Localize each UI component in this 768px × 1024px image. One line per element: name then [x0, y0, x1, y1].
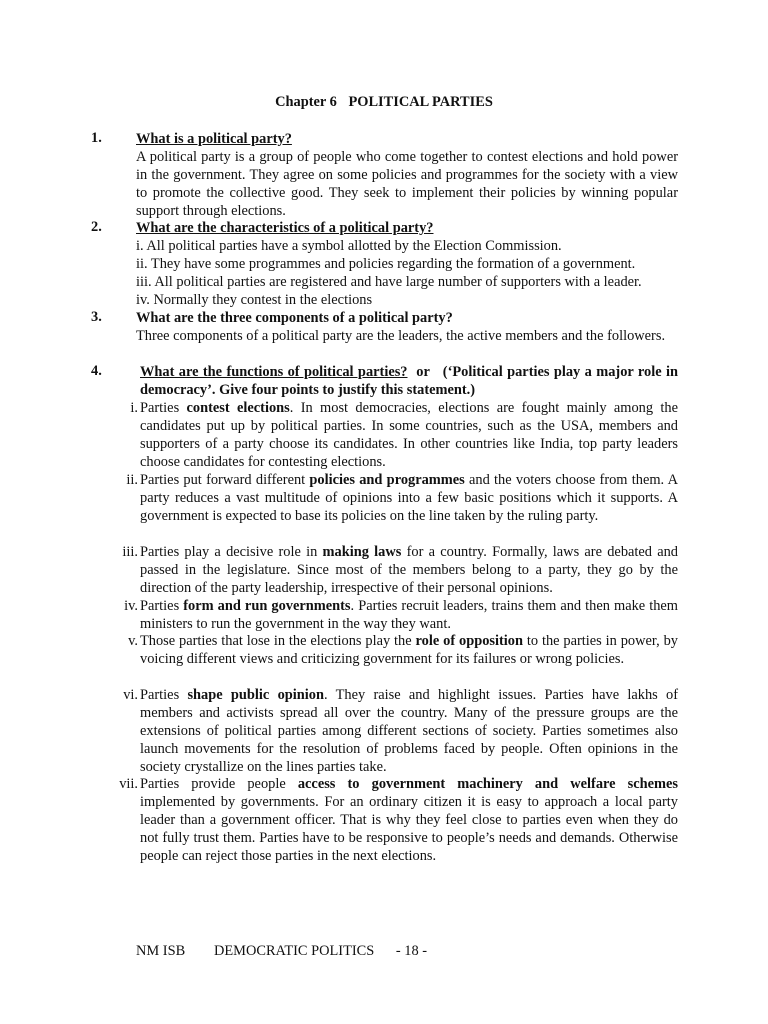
item-text-pre: Parties provide people [140, 776, 298, 792]
question-number: 2. [91, 219, 102, 235]
item-number: vii. [119, 776, 138, 792]
page-number: - 18 - [395, 943, 428, 959]
characteristics-list [136, 237, 678, 309]
answer-text: A political party is a group of people who come together to contest elections and hold power in the government. They agree on some policies and programmes for the society with a view to promote the collective good. They seek to implement their policies by winning popular support through elections. [136, 149, 678, 219]
list-item: iv. Normally they contest in the elections [136, 292, 373, 308]
question-text: What is a political party? [136, 131, 292, 147]
item-number: vi. [123, 687, 138, 703]
footer-school: NM ISB [136, 943, 186, 959]
page-footer [136, 943, 427, 960]
item-keyword: policies and programmes [309, 472, 465, 488]
item-text-post: . In most democracies, elections are fought mainly among the candidates put up by political parties. In some countries, such as the USA, members and supporters of a party choose its candidates. In other countries like India, top party leaders choose candidates for contesting elections. [140, 400, 678, 470]
item-text-post: . Parties recruit leaders, trains them and then make them ministers to run the government in the way they want. [140, 598, 679, 632]
item-text [140, 632, 678, 668]
item-text-pre: Those parties that lose in the elections play the [140, 633, 416, 649]
footer-subject: DEMOCRATIC POLITICS [213, 943, 375, 959]
item-text [140, 543, 678, 597]
question-number: 4. [91, 363, 102, 379]
item-number: v. [128, 633, 138, 649]
item-keyword: access to government machinery and welfare schemes [297, 776, 679, 792]
question-heading [136, 130, 678, 148]
chapter-title [0, 94, 768, 111]
item-keyword: making laws [322, 544, 402, 560]
question-alt-text: (‘Political parties play a major role in democracy’. Give four points to justify this statement.) [140, 364, 679, 398]
question-heading [140, 363, 678, 399]
item-text [140, 597, 678, 633]
answer-text: Three components of a political party are the leaders, the active members and the followers. [136, 328, 666, 344]
item-text-post: to the parties in power, by voicing different views and criticizing government for its failures or wrong policies. [140, 633, 678, 667]
question-heading [136, 309, 678, 327]
item-number: iv. [124, 598, 138, 614]
question-text: What are the characteristics of a political party? [136, 220, 434, 236]
item-number: i. [130, 400, 138, 416]
item-text-pre: Parties put forward different [140, 472, 310, 488]
item-text-pre: Parties [140, 687, 188, 703]
chapter-name: POLITICAL PARTIES [348, 94, 493, 110]
item-text-pre: Parties [140, 598, 184, 614]
item-text [140, 399, 678, 471]
item-text [140, 686, 678, 776]
item-number: iii. [122, 544, 138, 560]
question-text: What are the functions of political parties? [140, 364, 408, 380]
item-keyword: shape public opinion [187, 687, 324, 703]
item-text-post: for a country. Formally, laws are debated and passed in the legislature. Since most of the members belong to a party, they go by the direction of the party leadership, irrespective of their personal opinions. [140, 544, 679, 596]
item-text [140, 775, 678, 865]
item-text [140, 471, 678, 525]
or-text: or [407, 364, 443, 380]
item-text-post: implemented by governments. For an ordinary citizen it is easy to approach a local party leader than a government officer. That is why they feel close to parties even when they do not fully trust them. Parties have to be responsive to people’s needs and demands. Otherwise people can reject those parties in the next elections. [140, 794, 678, 864]
question-heading [136, 219, 678, 237]
item-number: ii. [126, 472, 138, 488]
chapter-number: Chapter 6 [275, 94, 337, 110]
list-item: iii. All political parties are registered and have large number of supporters with a leader. [136, 274, 642, 290]
question-text: What are the three components of a political party? [136, 310, 453, 326]
item-text-pre: Parties [140, 400, 187, 416]
item-keyword: role of opposition [415, 633, 523, 649]
item-keyword: contest elections [186, 400, 290, 416]
item-text-post: and the voters choose from them. A party reduces a vast multitude of opinions into a few basic positions which it supports. A government is expected to base its policies on the line taken by the ruling party. [140, 472, 678, 524]
item-text-pre: Parties play a decisive role in [140, 544, 323, 560]
question-number: 3. [91, 309, 102, 325]
list-item: ii. They have some programmes and policies regarding the formation of a government. [136, 256, 636, 272]
item-keyword: form and run governments [183, 598, 351, 614]
list-item: i. All political parties have a symbol allotted by the Election Commission. [136, 238, 562, 254]
question-number: 1. [91, 130, 102, 146]
item-text-post: . They raise and highlight issues. Parties have lakhs of members and activists spread all over the country. Many of the pressure groups are the extensions of political parties among different sections of society. Parties sometimes also launch movements for the resolution of problems faced by people. Often opinions in the society crystallize on the lines parties take. [140, 687, 679, 775]
